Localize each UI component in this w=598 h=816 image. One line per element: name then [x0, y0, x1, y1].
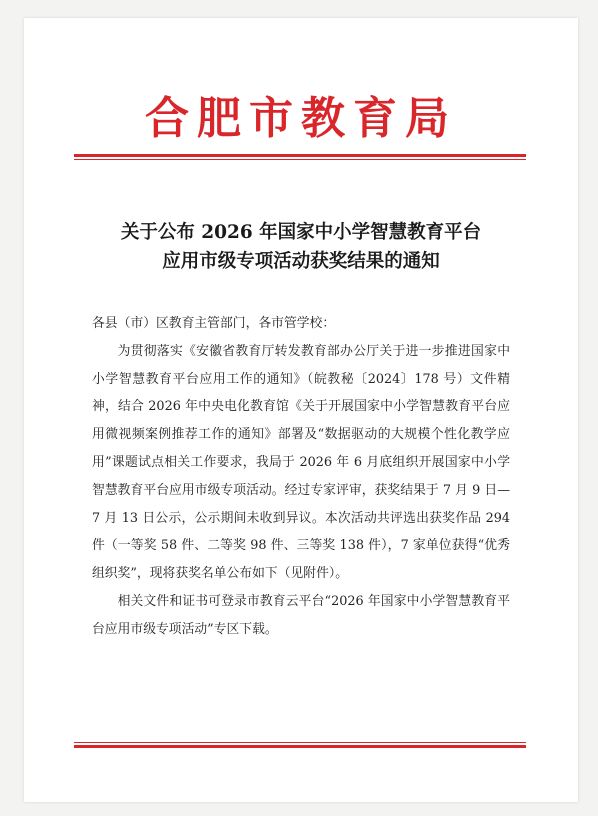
letterhead-rule-thin [74, 159, 526, 160]
letterhead-rule-thick [74, 154, 526, 157]
footer-rule-thin [74, 742, 526, 743]
document-body [92, 310, 510, 644]
document-title [64, 218, 538, 276]
document-page [24, 18, 578, 802]
letterhead-org-name: 合肥市教育局 [145, 93, 457, 144]
body-paragraph-1: 为贯彻落实《安徽省教育厅转发教育部办公厅关于进一步推进国家中小学智慧教育平台应用工作的通知》（皖教秘〔2024〕178 号）文件精神，结合 2026 年中央电化教育馆《关于开展国家中小学智慧教育平台应用微视频案例推荐工作的通知》部署及“数据驱动的大规模个性化教学应用”课题试点相关工作要求，我局于 2026 年 6 月底组织开展国家中小学智慧教育平台应用市级专项活动。经过专家评审，获奖结果于 7 月 9 日—7 月 13 日公示，公示期间未收到异议。本次活动共评选出获奖作品 294 件（一等奖 58 件、二等奖 98 件、三等奖 138 件），7 家单位获得“优秀组织奖”，现将获奖名单公布如下（见附件）。 [92, 343, 510, 582]
document-title-line1: 关于公布 2026 年国家中小学智慧教育平台 [120, 222, 482, 243]
body-paragraph-2: 相关文件和证书可登录市教育云平台“2026 年国家中小学智慧教育平台应用市级专项活动”专区下载。 [92, 593, 510, 637]
document-title-line2: 应用市级专项活动获奖结果的通知 [162, 251, 440, 272]
footer-rule-thick [74, 745, 526, 748]
salutation: 各县（市）区教育主管部门，各市管学校： [92, 316, 336, 331]
